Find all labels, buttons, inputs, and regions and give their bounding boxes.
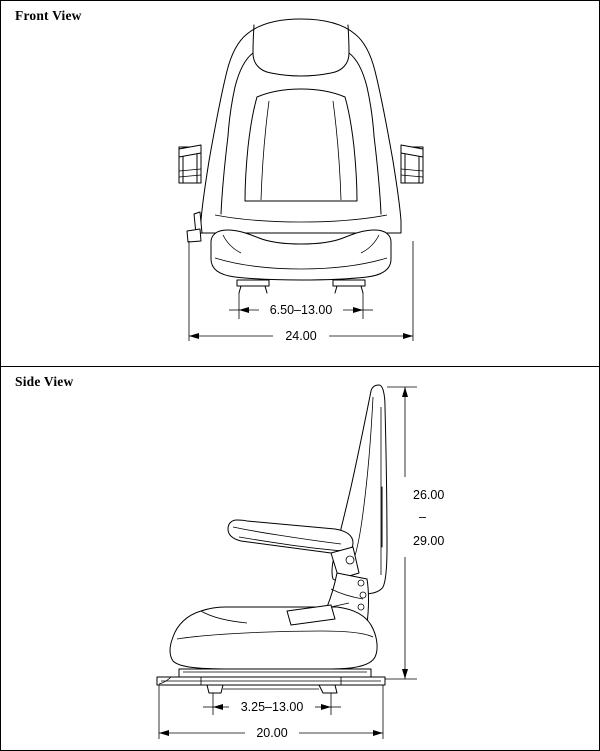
side-view-title: Side View xyxy=(15,374,74,389)
side-height-dimension-label-dash: – xyxy=(419,510,426,524)
front-inner-dimension-label: 6.50–13.00 xyxy=(269,303,333,317)
side-view-drawing xyxy=(1,367,599,750)
side-height-dimension xyxy=(385,387,417,679)
front-view-title: Front View xyxy=(15,8,82,23)
side-view-panel xyxy=(1,367,599,750)
front-view-panel xyxy=(1,1,599,367)
front-outer-dimension-label: 24.00 xyxy=(285,329,317,343)
side-outer-dimension-label: 20.00 xyxy=(256,726,288,740)
side-inner-dimension-label: 3.25–13.00 xyxy=(240,700,304,714)
side-height-dimension-label-bottom: 29.00 xyxy=(413,534,445,548)
side-height-dimension-label-top: 26.00 xyxy=(413,488,445,502)
front-view-drawing xyxy=(1,1,599,366)
